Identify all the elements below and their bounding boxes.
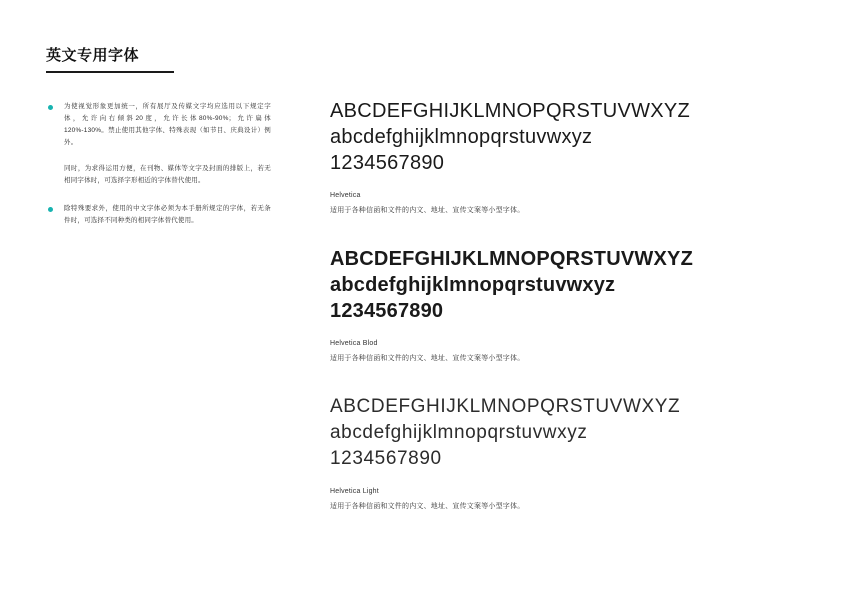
note-item-3: [46, 203, 271, 227]
specimen-name: Helvetica Blod: [330, 340, 378, 347]
bullet-dot-icon: [48, 105, 53, 110]
specimen-glyphs: [330, 394, 800, 472]
font-specimen-helvetica-light: [330, 394, 800, 512]
title-underline: [46, 71, 174, 73]
specimen-numerals: 1234567890: [330, 448, 442, 469]
note-text: 为使视觉形象更加统一，所有展厅及传媒文字均应选用以下规定字体，允许向右倾斜20度，允许长体80%-90%；允许扁体120%-130%。禁止使用其他字体、特殊表现（如节目、庆典设计）例外。: [64, 103, 271, 146]
specimen-description: 适用于各种信函和文件的内文、地址、宣传文案等小型字体。: [330, 207, 525, 214]
note-text: 除特殊要求外，使用的中文字体必须为本手册所规定的字体，若无条件时，可选择不同种类的相同字体替代使用。: [64, 205, 271, 224]
specimen-uppercase: ABCDEFGHIJKLMNOPQRSTUVWXYZ: [330, 100, 691, 122]
specimen-lowercase: abcdefghijklmnopqrstuvwxyz: [330, 126, 593, 148]
specimen-glyphs: [330, 246, 800, 324]
specimen-uppercase: ABCDEFGHIJKLMNOPQRSTUVWXYZ: [330, 396, 681, 417]
bullet-dot-icon: [48, 207, 53, 212]
note-item-2: 同时，为求得运用方便，在刊物、媒体等文字及封面的排版上，若无相同字体时，可选择字形相近的字体替代使用。: [64, 165, 271, 184]
specimen-lowercase: abcdefghijklmnopqrstuvwxyz: [330, 422, 588, 443]
specimen-description: 适用于各种信函和文件的内文、地址、宣传文案等小型字体。: [330, 503, 525, 510]
font-specimen-helvetica: [330, 98, 800, 216]
specimen-numerals: 1234567890: [330, 300, 444, 322]
specimen-lowercase: abcdefghijklmnopqrstuvwxyz: [330, 274, 616, 296]
page-title: 英文专用字体: [46, 47, 140, 64]
note-item-1: [46, 101, 271, 149]
specimen-numerals: 1234567890: [330, 152, 445, 174]
specimen-name: Helvetica Light: [330, 488, 379, 495]
specimen-uppercase: ABCDEFGHIJKLMNOPQRSTUVWXYZ: [330, 248, 693, 270]
specimen-glyphs: [330, 98, 800, 176]
left-column: [46, 44, 271, 241]
specimen-description: 适用于各种信函和文件的内文、地址、宣传文案等小型字体。: [330, 355, 525, 362]
font-specimen-list: [330, 98, 800, 542]
font-specimen-helvetica-bold: [330, 246, 800, 364]
specimen-name: Helvetica: [330, 192, 361, 199]
